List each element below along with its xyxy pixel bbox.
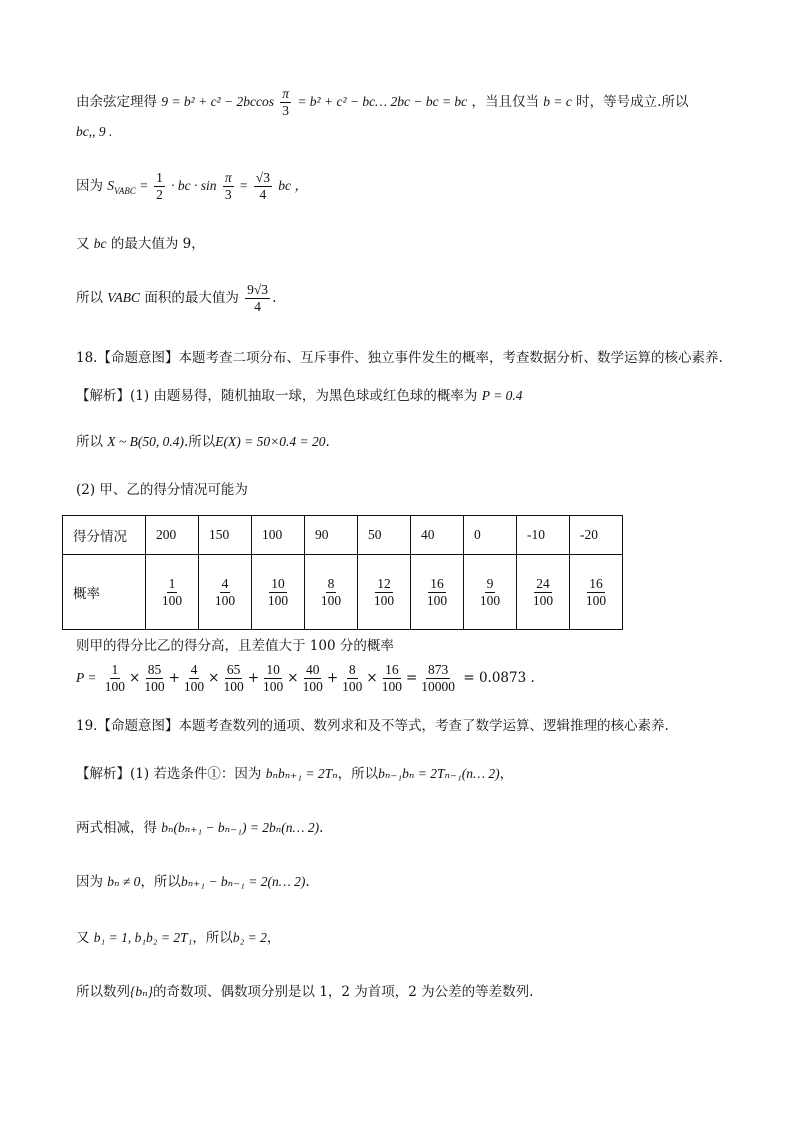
prob-cell — [146, 555, 199, 630]
table-row — [63, 555, 623, 630]
frac-num: 12 — [377, 575, 391, 591]
fraction — [380, 662, 404, 695]
q19-line1 — [76, 764, 513, 784]
fraction — [182, 662, 206, 695]
frac-num: 85 — [147, 662, 162, 677]
formula: P = 0.4 — [481, 388, 523, 403]
frac-num: 10 — [271, 575, 285, 591]
row-label: 得分情况 — [63, 516, 146, 555]
frac-den: 100 — [144, 679, 165, 694]
fraction — [261, 662, 285, 695]
formula: bₙbₙ₊₁ = 2Tₙ — [265, 766, 338, 781]
fraction — [280, 86, 291, 119]
text: 所以 — [76, 434, 103, 450]
q19-line5 — [76, 982, 533, 1002]
score-cell: -20 — [570, 516, 623, 555]
frac-num: √3 — [255, 170, 270, 185]
bc-bound-line — [76, 122, 112, 142]
fraction — [425, 576, 449, 609]
score-cell: 0 — [464, 516, 517, 555]
max-bc-line — [76, 234, 205, 254]
text: . — [305, 874, 310, 890]
frac-den: 100 — [267, 592, 289, 608]
formula: bₙ₊₁ − bₙ₋₁ = 2(n… 2) — [180, 874, 306, 889]
frac-num: π — [224, 170, 232, 185]
frac-num: 16 — [589, 575, 603, 591]
formula: P = — [76, 670, 97, 685]
fraction — [340, 662, 364, 695]
fraction — [160, 576, 184, 609]
text: ，所以 — [192, 930, 233, 946]
fraction — [142, 662, 166, 695]
frac-num: 4 — [190, 662, 198, 677]
frac-den: 100 — [373, 592, 395, 608]
formula: = — [239, 178, 248, 193]
q18-part1-line — [76, 386, 522, 406]
text: 由余弦定理得 — [76, 94, 157, 110]
formula: · bc · sin — [171, 178, 217, 193]
frac-num: 1 — [111, 662, 119, 677]
formula: = b² + c² − bc… 2bc − bc = bc — [297, 94, 468, 109]
subscript: VABC — [114, 186, 136, 196]
fraction — [584, 576, 608, 609]
q19-line2 — [76, 818, 323, 838]
text: 18.【命题意图】本题考查二项分布、互斥事件、独立事件发生的概率，考查数据分析、数学运算的核心素养. — [76, 350, 723, 366]
text: (2) 甲、乙的得分情况可能为 — [76, 482, 248, 498]
text: 因为 — [76, 874, 103, 890]
fraction — [213, 576, 237, 609]
text: ， — [499, 766, 514, 782]
fraction — [154, 170, 165, 203]
formula: bc ， — [278, 178, 308, 193]
text: 两式相减，得 — [76, 820, 157, 836]
formula: b₁ = 1, b₁b₂ = 2T₁ — [93, 930, 193, 945]
area-formula-line — [76, 170, 308, 203]
prob-cell — [252, 555, 305, 630]
fraction — [531, 576, 555, 609]
frac-den: 3 — [224, 187, 232, 202]
q19-line4 — [76, 928, 280, 948]
score-cell: 200 — [146, 516, 199, 555]
text: ， — [266, 930, 281, 946]
frac-den: 100 — [214, 592, 236, 608]
fraction — [372, 576, 396, 609]
frac-num: 16 — [430, 575, 444, 591]
text: 又 — [76, 930, 90, 946]
q19-intent — [76, 716, 669, 736]
fraction — [478, 576, 502, 609]
score-cell: 40 — [411, 516, 464, 555]
max-area-line — [76, 282, 276, 315]
prob-cell — [570, 555, 623, 630]
formula: = 0.0873 . — [463, 670, 535, 686]
frac-den: 100 — [381, 679, 402, 694]
fraction — [223, 170, 234, 203]
q19-line3 — [76, 872, 310, 892]
text: 又 — [76, 236, 90, 252]
frac-num: 65 — [226, 662, 241, 677]
frac-num: 40 — [305, 662, 320, 677]
prob-cell — [517, 555, 570, 630]
frac-den: 2 — [156, 187, 163, 202]
text: ，所以 — [140, 874, 181, 890]
text: 因为 — [76, 178, 103, 194]
frac-num: 8 — [348, 662, 356, 677]
fraction — [319, 576, 343, 609]
score-cell: 100 — [252, 516, 305, 555]
text: . — [319, 820, 324, 836]
score-cell: -10 — [517, 516, 570, 555]
text: 则甲的得分比乙的得分高，且差值大于 100 分的概率 — [76, 638, 394, 654]
fraction — [245, 282, 270, 315]
frac-num: 9√3 — [247, 282, 269, 297]
prob-cell — [411, 555, 464, 630]
text: 19.【命题意图】本题考查数列的通项、数列求和及不等式，考查了数学运算、逻辑推理的核心素养. — [76, 718, 669, 734]
text: . — [325, 434, 330, 450]
text: 所以数列 — [76, 984, 130, 1000]
text: ，所以 — [337, 766, 379, 782]
frac-den: 100 — [223, 679, 244, 694]
formula: bₙ₋₁bₙ = 2Tₙ₋₁(n… 2) — [378, 766, 500, 781]
q18-probability-formula: P = $\frac{1}{100}$ × $\frac{85}{100}$ + $\frac{4}{100}$ × $\frac{65}{100}$ + $\frac{10}{100}$ × $\frac{40}{100}$ + $\frac{8}{100}$ × $\frac{16}{100}$ = $\frac{873}{10000}$ = 0.0873 . — [76, 662, 535, 694]
fraction — [266, 576, 290, 609]
text: 的最大值为 9， — [110, 236, 205, 252]
frac-den: 100 — [302, 679, 323, 694]
q18-probability-intro — [76, 636, 394, 656]
prob-cell — [358, 555, 411, 630]
text: ，当且仅当 — [471, 94, 539, 110]
frac-den: 100 — [479, 592, 501, 608]
formula: 9 = b² + c² − 2bccos — [161, 94, 274, 109]
score-cell: 50 — [358, 516, 411, 555]
prob-cell — [199, 555, 252, 630]
formula: X ~ B(50, 0.4) — [107, 434, 184, 449]
frac-den: 100 — [161, 592, 183, 608]
formula: S — [107, 178, 115, 193]
text: 所以 — [76, 290, 103, 306]
formula: = — [140, 178, 148, 193]
q18-expectation-line — [76, 432, 330, 452]
score-probability-table — [62, 515, 623, 630]
frac-num: 1 — [168, 575, 176, 591]
formula: b = c — [543, 94, 572, 109]
q18-part2-line — [76, 480, 248, 500]
formula: b₂ = 2 — [232, 930, 267, 945]
frac-den: 100 — [532, 592, 554, 608]
frac-den: 100 — [585, 592, 607, 608]
formula: bₙ(bₙ₊₁ − bₙ₋₁) = 2bₙ(n… 2) — [161, 820, 320, 835]
formula: bc — [93, 236, 107, 251]
formula: bc,, 9 . — [76, 124, 113, 139]
frac-den: 100 — [104, 679, 126, 694]
frac-den: 100 — [426, 592, 448, 608]
frac-num: 1 — [156, 170, 163, 185]
frac-num: π — [282, 86, 290, 101]
fraction — [254, 170, 272, 203]
prob-cell — [464, 555, 517, 630]
formula: {bₙ} — [130, 984, 154, 999]
frac-den: 10000 — [421, 679, 456, 694]
frac-num: 873 — [428, 662, 449, 677]
frac-den: 3 — [282, 103, 289, 118]
formula: E(X) = 50×0.4 = 20 — [215, 434, 326, 449]
text: 的奇数项、偶数项分别是以 1，2 为首项，2 为公差的等差数列. — [153, 984, 534, 1000]
text: 【解析】(1) 若选条件①：因为 — [76, 766, 262, 782]
table-row — [63, 516, 623, 555]
frac-num: 10 — [266, 662, 280, 677]
row-label: 概率 — [63, 555, 146, 630]
cosine-law-line — [76, 86, 688, 119]
frac-den: 4 — [254, 299, 261, 314]
frac-num: 16 — [385, 662, 399, 677]
frac-num: 4 — [221, 575, 229, 591]
frac-num: 8 — [327, 575, 335, 591]
text: . — [272, 290, 277, 306]
text: 时，等号成立.所以 — [576, 94, 689, 110]
frac-den: 4 — [259, 187, 267, 202]
score-cell: 150 — [199, 516, 252, 555]
fraction — [221, 662, 245, 695]
fraction — [103, 662, 127, 695]
text: 【解析】(1) 由题易得，随机抽取一球，为黑色球或红色球的概率为 — [76, 388, 478, 404]
frac-den: 100 — [342, 679, 363, 694]
fraction — [419, 662, 457, 695]
frac-num: 9 — [486, 575, 494, 591]
frac-num: 24 — [536, 575, 550, 591]
frac-den: 100 — [320, 592, 342, 608]
q18-intent — [76, 348, 723, 368]
formula: bₙ ≠ 0 — [107, 874, 141, 889]
frac-den: 100 — [263, 679, 284, 694]
text: .所以 — [183, 434, 216, 450]
score-cell: 90 — [305, 516, 358, 555]
prob-cell — [305, 555, 358, 630]
formula: VABC — [107, 290, 141, 305]
fraction — [301, 662, 325, 695]
frac-den: 100 — [183, 679, 205, 694]
text: 面积的最大值为 — [144, 290, 239, 306]
